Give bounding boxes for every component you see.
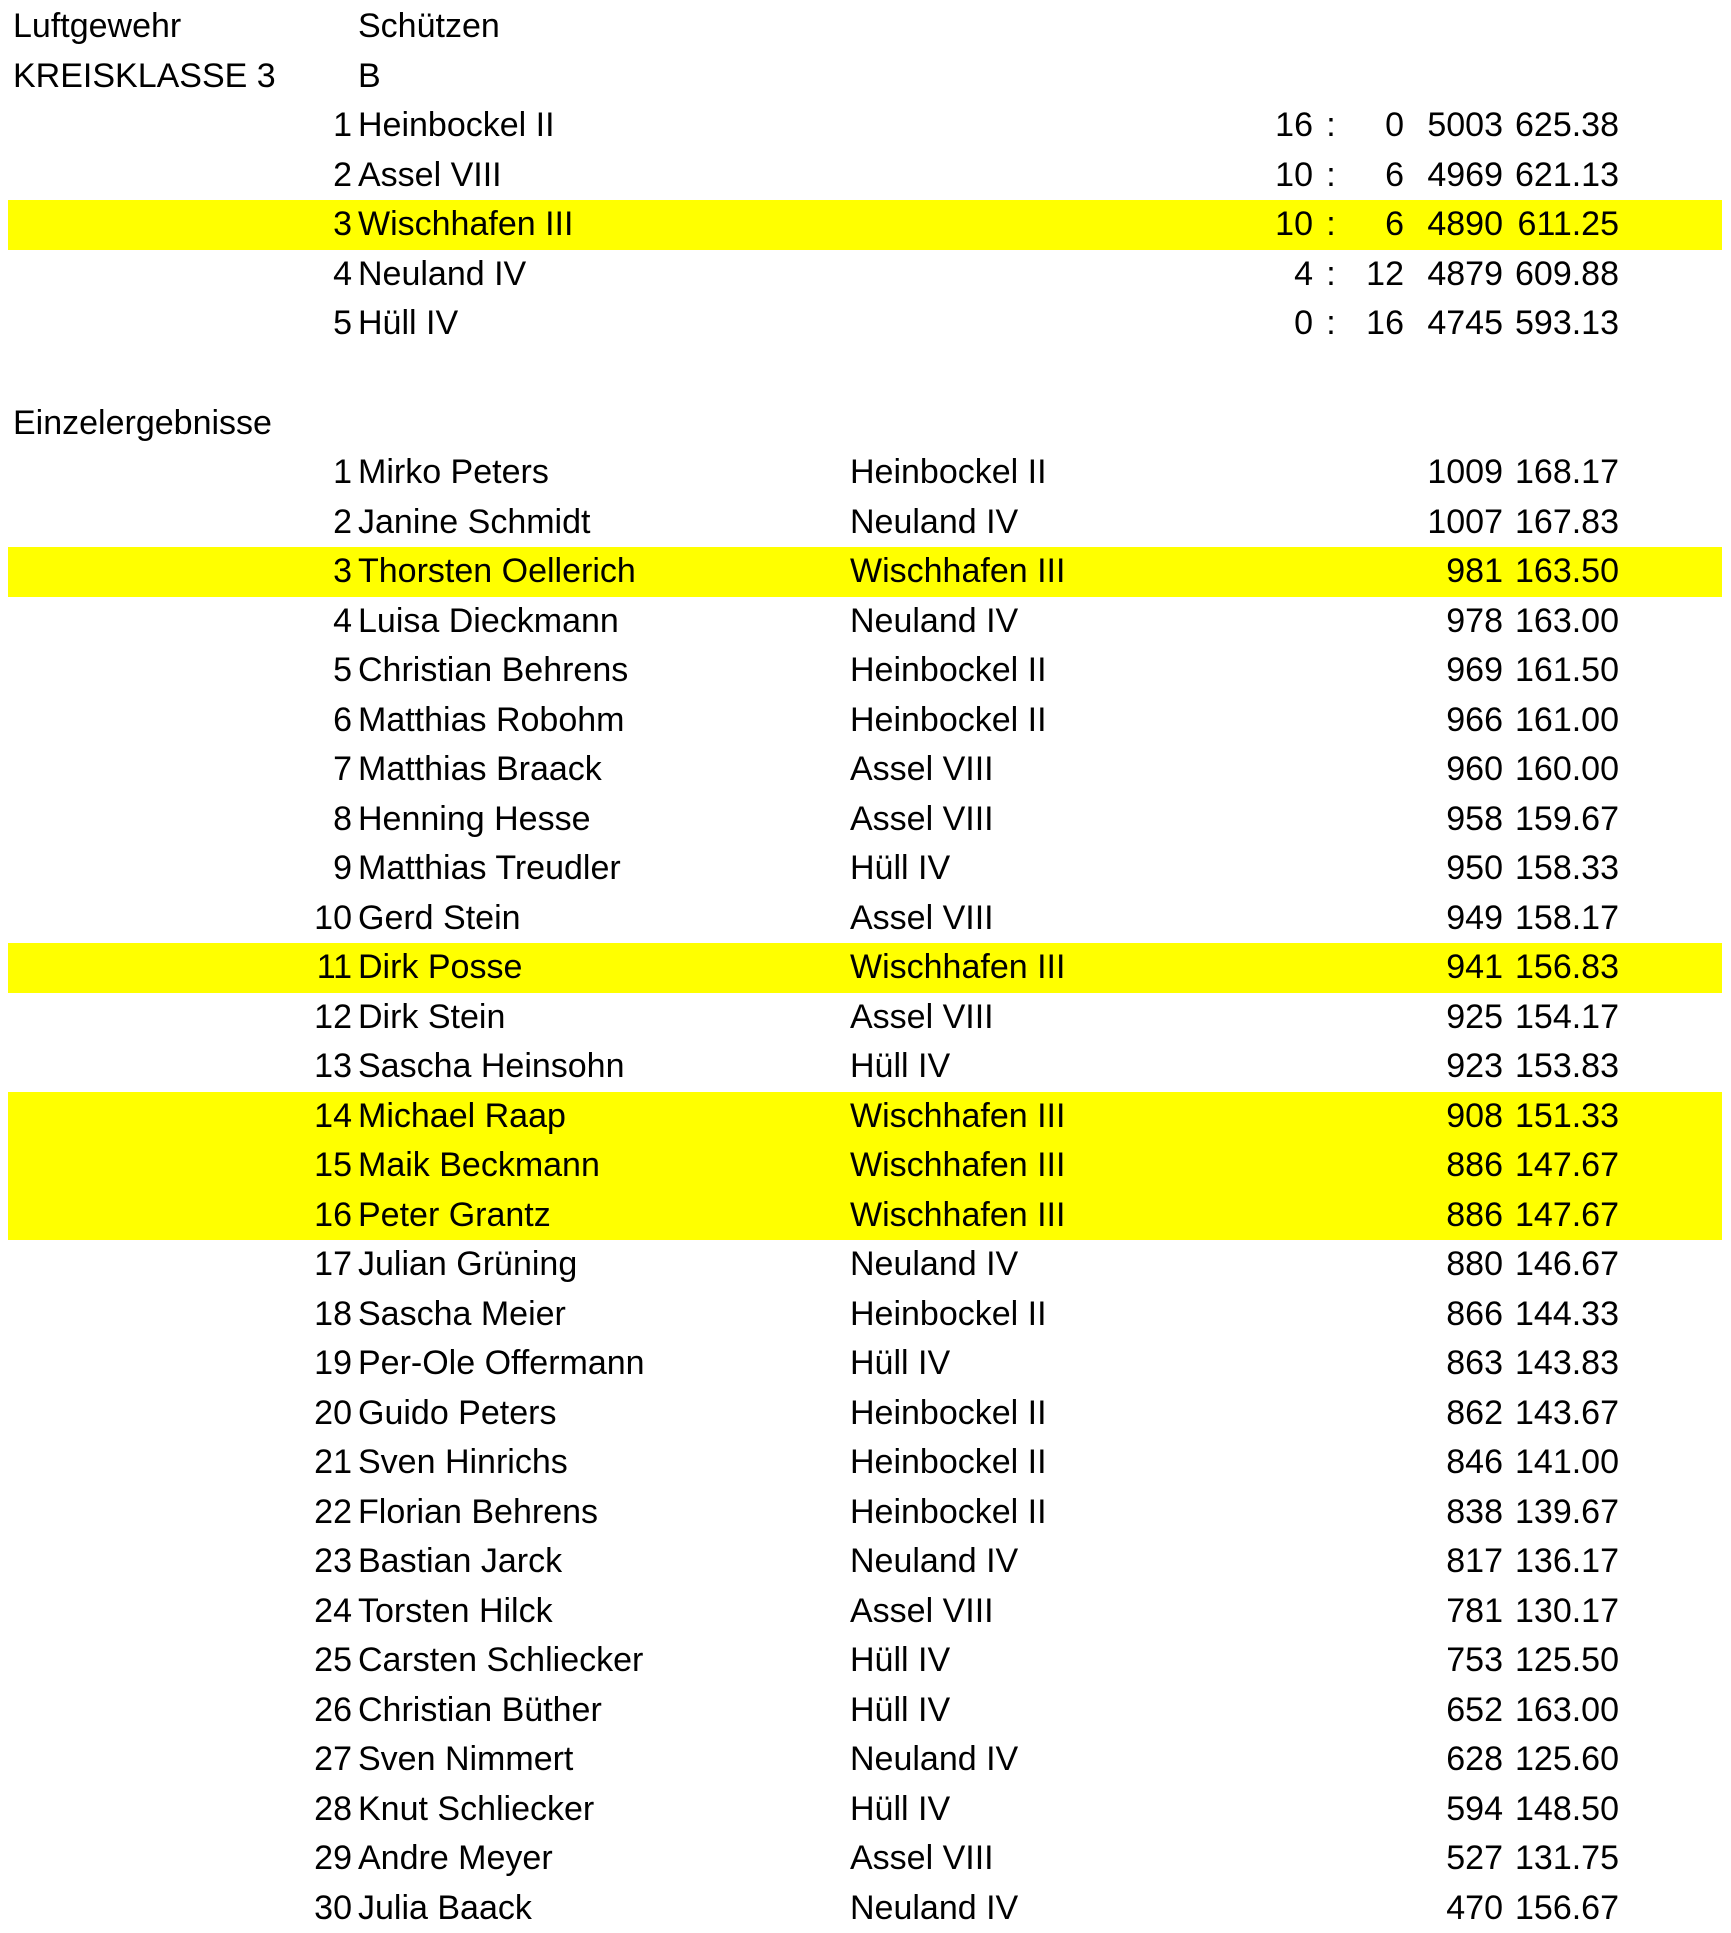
shooter-average: 146.67 xyxy=(1504,1240,1619,1290)
shooter-rank: 27 xyxy=(276,1735,352,1785)
shooter-total-rings: 949 xyxy=(1408,894,1503,944)
shooter-rank: 22 xyxy=(276,1488,352,1538)
shooter-team: Heinbockel II xyxy=(850,646,1047,696)
team-rank: 1 xyxy=(276,101,352,151)
shooter-name: Guido Peters xyxy=(358,1389,556,1439)
individual-results-heading: Einzelergebnisse xyxy=(13,399,272,449)
individual-heading-row xyxy=(8,399,1722,449)
group-label: B xyxy=(358,52,381,102)
shooter-average: 156.67 xyxy=(1504,1884,1619,1933)
team-points-for: 0 xyxy=(1238,299,1313,349)
shooter-total-rings: 981 xyxy=(1408,547,1503,597)
shooter-rank: 8 xyxy=(276,795,352,845)
shooter-rank: 15 xyxy=(276,1141,352,1191)
shooter-average: 158.33 xyxy=(1504,844,1619,894)
shooter-average: 144.33 xyxy=(1504,1290,1619,1340)
shooter-name: Michael Raap xyxy=(358,1092,566,1142)
shooter-row xyxy=(8,795,1722,845)
team-points-against: 16 xyxy=(1338,299,1404,349)
shooter-rank: 5 xyxy=(276,646,352,696)
shooter-row xyxy=(8,696,1722,746)
shooter-team: Hüll IV xyxy=(850,1686,950,1736)
shooter-row xyxy=(8,1389,1722,1439)
shooter-row xyxy=(8,1488,1722,1538)
shooter-team: Assel VIII xyxy=(850,745,994,795)
shooter-name: Luisa Dieckmann xyxy=(358,597,619,647)
shooter-row xyxy=(8,1240,1722,1290)
shooter-team: Assel VIII xyxy=(850,1587,994,1637)
shooter-row xyxy=(8,1290,1722,1340)
shooter-rank: 24 xyxy=(276,1587,352,1637)
team-points-for: 4 xyxy=(1238,250,1313,300)
team-points-for: 10 xyxy=(1238,151,1313,201)
shooter-total-rings: 628 xyxy=(1408,1735,1503,1785)
shooter-average: 163.50 xyxy=(1504,547,1619,597)
shooter-rank: 1 xyxy=(276,448,352,498)
header-row-1 xyxy=(8,2,1722,52)
shooter-rank: 28 xyxy=(276,1785,352,1835)
shooter-row xyxy=(8,1785,1722,1835)
shooter-average: 131.75 xyxy=(1504,1834,1619,1884)
shooter-team: Neuland IV xyxy=(850,1537,1018,1587)
header-row-2 xyxy=(8,52,1722,102)
shooter-average: 168.17 xyxy=(1504,448,1619,498)
shooter-total-rings: 958 xyxy=(1408,795,1503,845)
shooter-total-rings: 925 xyxy=(1408,993,1503,1043)
shooter-team: Hüll IV xyxy=(850,844,950,894)
shooter-average: 156.83 xyxy=(1504,943,1619,993)
shooter-name: Julian Grüning xyxy=(358,1240,577,1290)
team-row xyxy=(8,200,1722,250)
team-average: 609.88 xyxy=(1504,250,1619,300)
shooter-rank: 23 xyxy=(276,1537,352,1587)
shooter-team: Wischhafen III xyxy=(850,1191,1065,1241)
shooter-total-rings: 594 xyxy=(1408,1785,1503,1835)
shooter-name: Henning Hesse xyxy=(358,795,590,845)
shooter-rank: 11 xyxy=(276,943,352,993)
shooter-name: Dirk Posse xyxy=(358,943,522,993)
shooter-name: Florian Behrens xyxy=(358,1488,598,1538)
shooter-average: 136.17 xyxy=(1504,1537,1619,1587)
shooter-average: 125.50 xyxy=(1504,1636,1619,1686)
shooter-total-rings: 1009 xyxy=(1408,448,1503,498)
shooter-total-rings: 527 xyxy=(1408,1834,1503,1884)
shooter-row xyxy=(8,1042,1722,1092)
team-rank: 4 xyxy=(276,250,352,300)
shooter-name: Peter Grantz xyxy=(358,1191,551,1241)
shooter-average: 154.17 xyxy=(1504,993,1619,1043)
shooter-team: Assel VIII xyxy=(850,1834,994,1884)
shooter-name: Dirk Stein xyxy=(358,993,505,1043)
shooter-name: Maik Beckmann xyxy=(358,1141,600,1191)
shooter-rank: 17 xyxy=(276,1240,352,1290)
shooter-rank: 9 xyxy=(276,844,352,894)
shooter-average: 130.17 xyxy=(1504,1587,1619,1637)
shooter-rank: 26 xyxy=(276,1686,352,1736)
shooter-total-rings: 908 xyxy=(1408,1092,1503,1142)
team-name: Wischhafen III xyxy=(358,200,573,250)
shooter-rank: 2 xyxy=(276,498,352,548)
team-points-against: 6 xyxy=(1338,200,1404,250)
team-name: Assel VIII xyxy=(358,151,502,201)
shooter-team: Heinbockel II xyxy=(850,1488,1047,1538)
team-average: 625.38 xyxy=(1504,101,1619,151)
shooter-row xyxy=(8,498,1722,548)
shooter-rank: 20 xyxy=(276,1389,352,1439)
shooter-name: Christian Büther xyxy=(358,1686,602,1736)
shooter-average: 167.83 xyxy=(1504,498,1619,548)
team-row xyxy=(8,250,1722,300)
shooter-row xyxy=(8,745,1722,795)
shooter-rank: 6 xyxy=(276,696,352,746)
shooter-total-rings: 846 xyxy=(1408,1438,1503,1488)
shooter-average: 147.67 xyxy=(1504,1141,1619,1191)
team-average: 593.13 xyxy=(1504,299,1619,349)
shooter-average: 143.67 xyxy=(1504,1389,1619,1439)
team-points-against: 0 xyxy=(1338,101,1404,151)
shooter-average: 161.50 xyxy=(1504,646,1619,696)
shooter-team: Wischhafen III xyxy=(850,1092,1065,1142)
team-points-separator: : xyxy=(1321,200,1341,250)
shooter-row xyxy=(8,993,1722,1043)
shooter-rank: 3 xyxy=(276,547,352,597)
shooter-name: Carsten Schliecker xyxy=(358,1636,643,1686)
shooter-name: Per-Ole Offermann xyxy=(358,1339,645,1389)
shooter-team: Neuland IV xyxy=(850,1735,1018,1785)
shooter-row xyxy=(8,547,1722,597)
shooter-total-rings: 966 xyxy=(1408,696,1503,746)
shooter-name: Bastian Jarck xyxy=(358,1537,562,1587)
shooter-total-rings: 886 xyxy=(1408,1191,1503,1241)
shooter-average: 161.00 xyxy=(1504,696,1619,746)
shooter-total-rings: 950 xyxy=(1408,844,1503,894)
shooter-rank: 10 xyxy=(276,894,352,944)
shooter-row xyxy=(8,894,1722,944)
team-total-rings: 4969 xyxy=(1408,151,1503,201)
shooter-rank: 12 xyxy=(276,993,352,1043)
shooter-name: Thorsten Oellerich xyxy=(358,547,636,597)
league-label: KREISKLASSE 3 xyxy=(13,52,276,102)
shooter-row xyxy=(8,1884,1722,1933)
shooter-name: Knut Schliecker xyxy=(358,1785,594,1835)
shooter-team: Heinbockel II xyxy=(850,1290,1047,1340)
shooter-total-rings: 923 xyxy=(1408,1042,1503,1092)
team-row xyxy=(8,151,1722,201)
shooter-average: 139.67 xyxy=(1504,1488,1619,1538)
shooter-total-rings: 862 xyxy=(1408,1389,1503,1439)
team-name: Hüll IV xyxy=(358,299,458,349)
shooter-total-rings: 866 xyxy=(1408,1290,1503,1340)
shooter-name: Julia Baack xyxy=(358,1884,532,1933)
team-points-for: 10 xyxy=(1238,200,1313,250)
shooter-name: Christian Behrens xyxy=(358,646,628,696)
shooter-total-rings: 978 xyxy=(1408,597,1503,647)
shooter-rank: 21 xyxy=(276,1438,352,1488)
shooter-name: Andre Meyer xyxy=(358,1834,553,1884)
team-points-against: 12 xyxy=(1338,250,1404,300)
shooter-row xyxy=(8,1537,1722,1587)
shooter-row xyxy=(8,844,1722,894)
team-average: 621.13 xyxy=(1504,151,1619,201)
team-points-against: 6 xyxy=(1338,151,1404,201)
shooter-average: 141.00 xyxy=(1504,1438,1619,1488)
team-total-rings: 4890 xyxy=(1408,200,1503,250)
shooter-average: 153.83 xyxy=(1504,1042,1619,1092)
shooter-team: Neuland IV xyxy=(850,597,1018,647)
shooter-total-rings: 753 xyxy=(1408,1636,1503,1686)
team-points-for: 16 xyxy=(1238,101,1313,151)
shooter-team: Wischhafen III xyxy=(850,547,1065,597)
shooter-name: Mirko Peters xyxy=(358,448,549,498)
team-points-separator: : xyxy=(1321,101,1341,151)
team-total-rings: 4745 xyxy=(1408,299,1503,349)
shooter-team: Hüll IV xyxy=(850,1042,950,1092)
shooter-rank: 25 xyxy=(276,1636,352,1686)
shooter-name: Matthias Robohm xyxy=(358,696,624,746)
shooter-average: 147.67 xyxy=(1504,1191,1619,1241)
shooter-row xyxy=(8,448,1722,498)
shooter-row xyxy=(8,1834,1722,1884)
shooter-name: Janine Schmidt xyxy=(358,498,590,548)
shooter-average: 159.67 xyxy=(1504,795,1619,845)
shooter-row xyxy=(8,943,1722,993)
shooter-row xyxy=(8,1438,1722,1488)
shooter-rank: 4 xyxy=(276,597,352,647)
shooter-average: 125.60 xyxy=(1504,1735,1619,1785)
team-points-separator: : xyxy=(1321,151,1341,201)
shooter-total-rings: 960 xyxy=(1408,745,1503,795)
shooter-name: Matthias Braack xyxy=(358,745,602,795)
shooter-row xyxy=(8,597,1722,647)
shooter-rank: 14 xyxy=(276,1092,352,1142)
team-row xyxy=(8,299,1722,349)
shooter-name: Torsten Hilck xyxy=(358,1587,553,1637)
shooter-team: Neuland IV xyxy=(850,1240,1018,1290)
shooter-row xyxy=(8,1191,1722,1241)
shooter-average: 143.83 xyxy=(1504,1339,1619,1389)
shooter-total-rings: 863 xyxy=(1408,1339,1503,1389)
shooter-name: Sascha Meier xyxy=(358,1290,566,1340)
team-name: Heinbockel II xyxy=(358,101,555,151)
shooter-average: 158.17 xyxy=(1504,894,1619,944)
shooter-average: 148.50 xyxy=(1504,1785,1619,1835)
shooter-total-rings: 781 xyxy=(1408,1587,1503,1637)
shooter-team: Wischhafen III xyxy=(850,943,1065,993)
shooter-rank: 19 xyxy=(276,1339,352,1389)
team-points-separator: : xyxy=(1321,250,1341,300)
team-rank: 2 xyxy=(276,151,352,201)
shooter-row xyxy=(8,1636,1722,1686)
shooter-rank: 16 xyxy=(276,1191,352,1241)
team-rank: 3 xyxy=(276,200,352,250)
shooter-team: Heinbockel II xyxy=(850,1389,1047,1439)
team-row xyxy=(8,101,1722,151)
shooter-team: Assel VIII xyxy=(850,795,994,845)
shooter-team: Hüll IV xyxy=(850,1636,950,1686)
shooter-total-rings: 969 xyxy=(1408,646,1503,696)
discipline-label: Luftgewehr xyxy=(13,2,181,52)
shooter-team: Hüll IV xyxy=(850,1785,950,1835)
shooter-name: Gerd Stein xyxy=(358,894,521,944)
team-points-separator: : xyxy=(1321,299,1341,349)
shooter-total-rings: 880 xyxy=(1408,1240,1503,1290)
shooter-team: Neuland IV xyxy=(850,498,1018,548)
shooter-row xyxy=(8,1092,1722,1142)
shooter-name: Sascha Heinsohn xyxy=(358,1042,625,1092)
shooter-team: Neuland IV xyxy=(850,1884,1018,1933)
shooter-team: Assel VIII xyxy=(850,894,994,944)
team-name: Neuland IV xyxy=(358,250,526,300)
shooter-row xyxy=(8,1141,1722,1191)
team-rank: 5 xyxy=(276,299,352,349)
shooter-total-rings: 652 xyxy=(1408,1686,1503,1736)
shooter-team: Assel VIII xyxy=(850,993,994,1043)
shooter-total-rings: 470 xyxy=(1408,1884,1503,1933)
shooter-team: Wischhafen III xyxy=(850,1141,1065,1191)
shooter-average: 151.33 xyxy=(1504,1092,1619,1142)
shooter-average: 163.00 xyxy=(1504,1686,1619,1736)
category-label: Schützen xyxy=(358,2,500,52)
team-total-rings: 4879 xyxy=(1408,250,1503,300)
shooter-average: 163.00 xyxy=(1504,597,1619,647)
shooter-row xyxy=(8,1587,1722,1637)
shooter-rank: 18 xyxy=(276,1290,352,1340)
shooter-row xyxy=(8,646,1722,696)
shooter-total-rings: 886 xyxy=(1408,1141,1503,1191)
shooter-row xyxy=(8,1686,1722,1736)
shooter-rank: 29 xyxy=(276,1834,352,1884)
shooter-name: Sven Nimmert xyxy=(358,1735,573,1785)
shooter-row xyxy=(8,1735,1722,1785)
team-average: 611.25 xyxy=(1504,200,1619,250)
shooter-average: 160.00 xyxy=(1504,745,1619,795)
shooter-team: Hüll IV xyxy=(850,1339,950,1389)
shooter-row xyxy=(8,1339,1722,1389)
shooter-rank: 7 xyxy=(276,745,352,795)
shooter-rank: 13 xyxy=(276,1042,352,1092)
shooter-team: Heinbockel II xyxy=(850,448,1047,498)
shooter-total-rings: 941 xyxy=(1408,943,1503,993)
shooter-team: Heinbockel II xyxy=(850,696,1047,746)
shooter-total-rings: 838 xyxy=(1408,1488,1503,1538)
shooter-team: Heinbockel II xyxy=(850,1438,1047,1488)
shooter-total-rings: 817 xyxy=(1408,1537,1503,1587)
shooter-name: Sven Hinrichs xyxy=(358,1438,568,1488)
shooter-total-rings: 1007 xyxy=(1408,498,1503,548)
shooter-name: Matthias Treudler xyxy=(358,844,621,894)
team-total-rings: 5003 xyxy=(1408,101,1503,151)
shooter-rank: 30 xyxy=(276,1884,352,1933)
